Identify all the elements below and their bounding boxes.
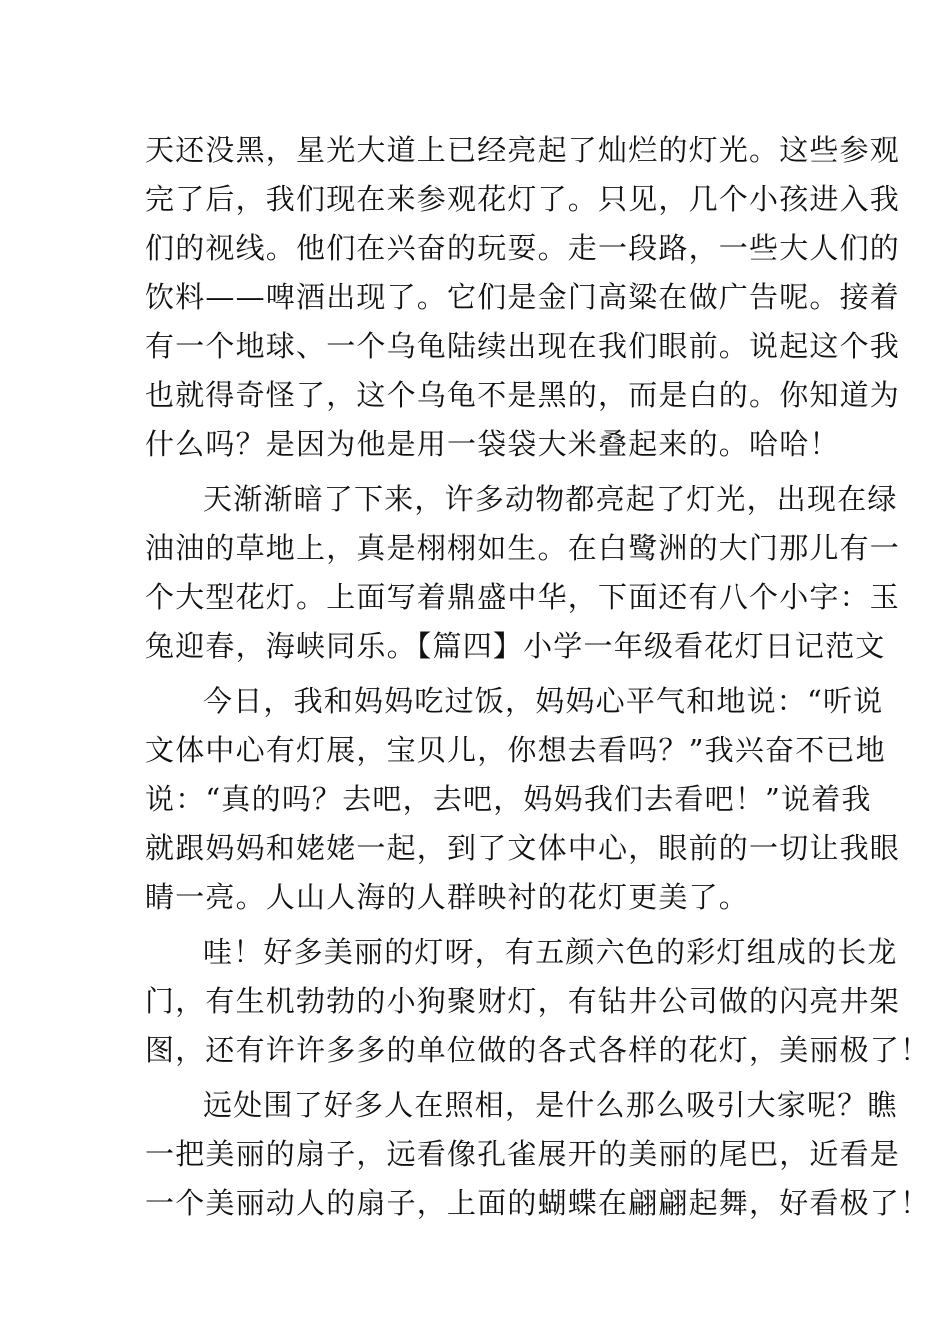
document-body — [145, 126, 931, 1228]
text-line: 图，还有许许多多的单位做的各式各样的花灯，美丽极了！ — [145, 1033, 931, 1067]
text-line: 也就得奇怪了，这个乌龟不是黑的，而是白的。你知道为 — [145, 378, 901, 412]
text-line: 哇！好多美丽的灯呀，有五颜六色的彩灯组成的长龙 — [203, 935, 898, 969]
text-line: 文体中心有灯展，宝贝儿，你想去看吗？”我兴奋不已地 — [145, 733, 886, 767]
text-line: 说：“真的吗？去吧，去吧，妈妈我们去看吧！”说着我 — [145, 782, 872, 816]
text-line: 睛一亮。人山人海的人群映衬的花灯更美了。 — [145, 880, 750, 914]
text-line: 天还没黑，星光大道上已经亮起了灿烂的灯光。这些参观 — [145, 133, 901, 167]
text-line: 远处围了好多人在照相，是什么那么吸引大家呢？瞧 — [203, 1088, 898, 1122]
text-line: 油油的草地上，真是栩栩如生。在白鹭洲的大门那儿有一 — [145, 531, 901, 565]
paragraph — [145, 475, 901, 671]
text-line: 天渐渐暗了下来，许多动物都亮起了灯光，出现在绿 — [203, 482, 898, 516]
text-line: 什么吗？是因为他是用一袋袋大米叠起来的。哈哈！ — [145, 427, 840, 461]
paragraph — [145, 1081, 931, 1228]
text-line: 有一个地球、一个乌龟陆续出现在我们眼前。说起这个我 — [145, 329, 901, 363]
text-line: 饮料——啤酒出现了。它们是金门高粱在做广告呢。接着 — [145, 280, 901, 314]
paragraph — [145, 928, 931, 1075]
text-line: 个大型花灯。上面写着鼎盛中华，下面还有八个小字：玉 — [145, 580, 901, 614]
text-line: 们的视线。他们在兴奋的玩耍。走一段路，一些大人们的 — [145, 231, 901, 265]
text-line: 一把美丽的扇子，远看像孔雀展开的美丽的尾巴，近看是 — [145, 1137, 901, 1171]
text-line: 完了后，我们现在来参观花灯了。只见，几个小孩进入我 — [145, 182, 901, 216]
text-line: 门，有生机勃勃的小狗聚财灯，有钻井公司做的闪亮井架 — [145, 984, 901, 1018]
text-line: 今日，我和妈妈吃过饭，妈妈心平气和地说：“听说 — [203, 684, 884, 718]
paragraph — [145, 677, 901, 922]
text-line: 兔迎春，海峡同乐。【篇四】小学一年级看花灯日记范文 — [145, 629, 886, 663]
text-line: 一个美丽动人的扇子，上面的蝴蝶在翩翩起舞，好看极了！ — [145, 1186, 931, 1220]
text-line: 就跟妈妈和姥姥一起，到了文体中心，眼前的一切让我眼 — [145, 831, 901, 865]
paragraph — [145, 126, 901, 469]
